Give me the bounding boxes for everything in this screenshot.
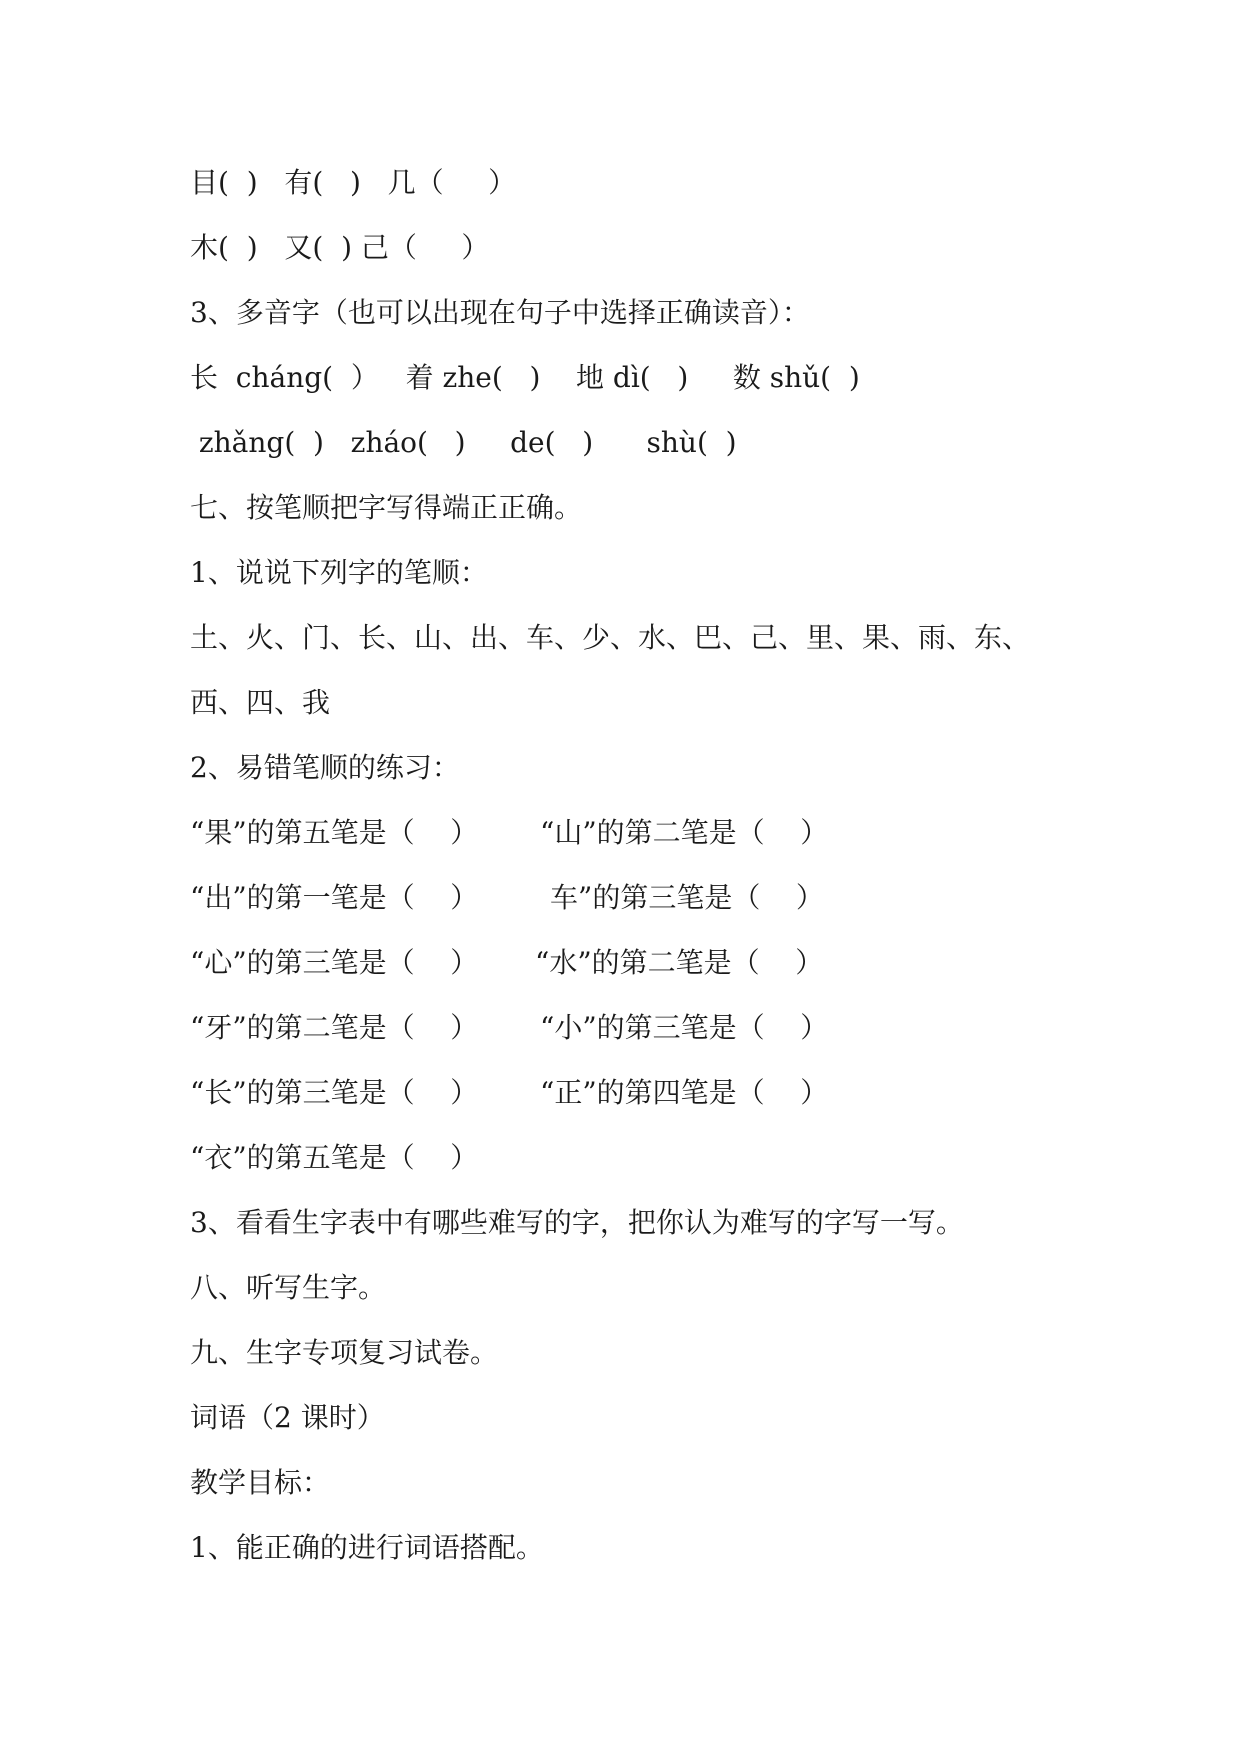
text-line: 西、四、我 (190, 686, 331, 719)
text-line: 木( ) 又( ) 己（ ） (190, 231, 490, 264)
section-heading: 九、生字专项复习试卷。 (190, 1336, 499, 1369)
lesson-title: 词语（2 课时） (190, 1401, 385, 1434)
text-line: zhǎng( ) zháo( ) de( ) shù( ) (190, 426, 737, 459)
stroke-question-right: “小”的第三笔是（ ） (540, 1011, 829, 1044)
stroke-question-left: “心”的第三笔是（ ） (190, 946, 479, 979)
text-line: 七、按笔顺把字写得端正正确。 (190, 491, 583, 524)
stroke-question-right: 车”的第三笔是（ ） (550, 881, 824, 914)
stroke-question-left: “牙”的第二笔是（ ） (190, 1011, 479, 1044)
text-line: 长 cháng( ） 着 zhe( ) 地 dì( ) 数 shǔ( ) (190, 361, 860, 394)
stroke-question-left: “长”的第三笔是（ ） (190, 1076, 479, 1109)
text-line: 目( ) 有( ) 几（ ） (190, 166, 517, 199)
objective-item: 1、能正确的进行词语搭配。 (190, 1531, 544, 1564)
text-line: 3、多音字（也可以出现在句子中选择正确读音）： (190, 296, 810, 329)
stroke-question-right: “正”的第四笔是（ ） (540, 1076, 829, 1109)
text-line: 1、说说下列字的笔顺： (190, 556, 488, 589)
text-line: 土、火、门、长、山、出、车、少、水、巴、己、里、果、雨、东、 (190, 621, 1031, 654)
stroke-question-right: “山”的第二笔是（ ） (540, 816, 829, 849)
section-heading: 八、听写生字。 (190, 1271, 387, 1304)
stroke-question-left: “衣”的第五笔是（ ） (190, 1141, 479, 1174)
text-line: 2、易错笔顺的练习： (190, 751, 460, 784)
text-line: 3、看看生字表中有哪些难写的字，把你认为难写的字写一写。 (190, 1206, 964, 1239)
stroke-question-left: “果”的第五笔是（ ） (190, 816, 479, 849)
stroke-question-left: “出”的第一笔是（ ） (190, 881, 479, 914)
objectives-heading: 教学目标： (190, 1466, 331, 1499)
stroke-question-right: “水”的第二笔是（ ） (535, 946, 824, 979)
